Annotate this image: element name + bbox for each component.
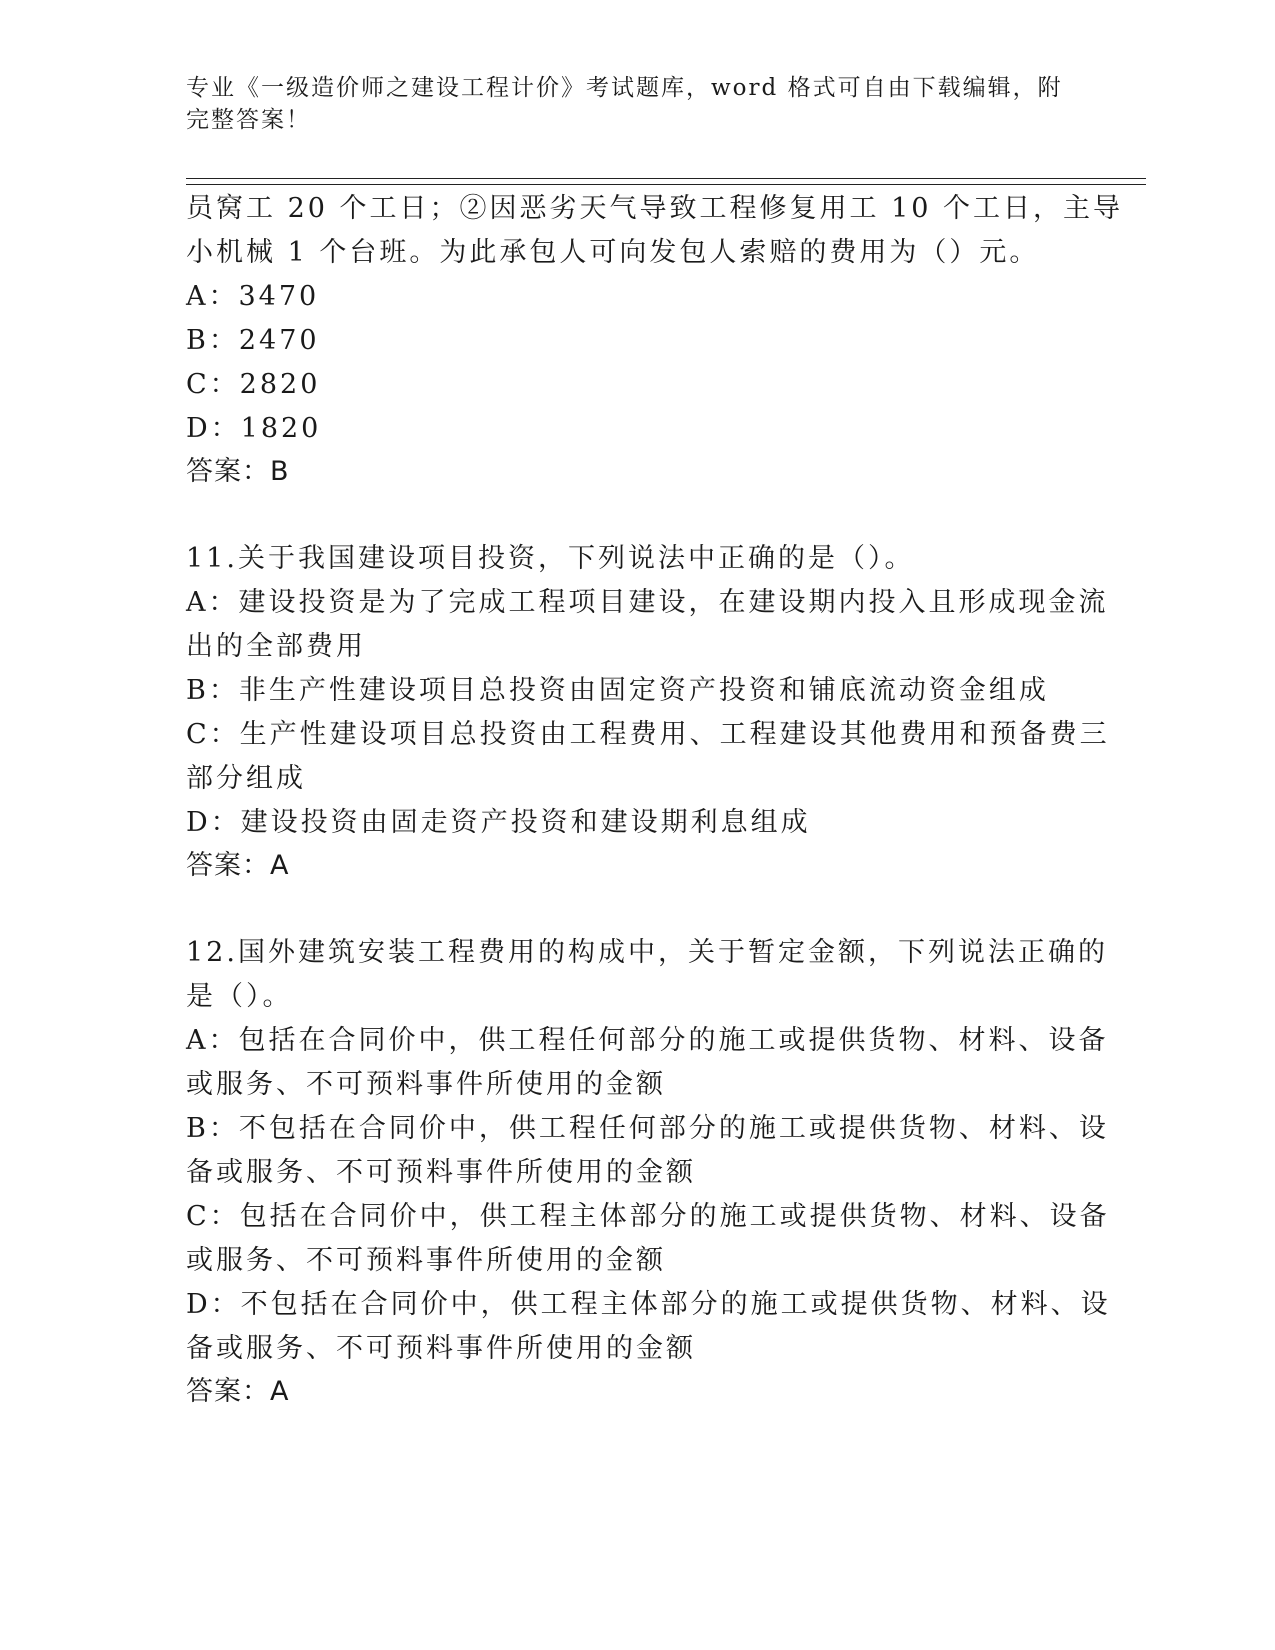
q12-stem-line2: 是（）。 [186,981,293,1012]
q12-option-c-line2: 或服务、不可预料事件所使用的金额 [186,1245,666,1276]
q10-stem-line1: 员窝工 20 个工日；②因恶劣天气导致工程修复用工 10 个工日，主导 [186,193,1124,224]
q10-option-d: D：1820 [186,413,322,444]
q11-answer: 答案：A [186,850,290,881]
header-divider-bottom [186,184,1146,185]
q10-option-a: A：3470 [186,281,320,312]
q10-option-b: B：2470 [186,325,320,356]
q11-option-a-line1: A：建设投资是为了完成工程项目建设，在建设期内投入且形成现金流 [186,587,1109,618]
q12-stem-line1: 12.国外建筑安装工程费用的构成中，关于暂定金额，下列说法正确的 [186,937,1108,968]
q12-option-c-line1: C：包括在合同价中，供工程主体部分的施工或提供货物、材料、设备 [186,1201,1110,1232]
q11-option-b: B：非生产性建设项目总投资由固定资产投资和铺底流动资金组成 [186,675,1049,706]
q11-option-d: D：建设投资由固走资产投资和建设期利息组成 [186,807,811,838]
q10-stem-line2: 小机械 1 个台班。为此承包人可向发包人索赔的费用为（）元。 [186,237,1040,268]
q11-option-c-line1: C：生产性建设项目总投资由工程费用、工程建设其他费用和预备费三 [186,719,1110,750]
q11-stem: 11.关于我国建设项目投资，下列说法中正确的是（）。 [186,543,915,574]
q12-option-b-line1: B：不包括在合同价中，供工程任何部分的施工或提供货物、材料、设 [186,1113,1109,1144]
q12-option-d-line1: D：不包括在合同价中，供工程主体部分的施工或提供货物、材料、设 [186,1289,1111,1320]
q11-option-a-line2: 出的全部费用 [186,631,366,662]
q10-option-c: C：2820 [186,369,321,400]
q10-answer: 答案：B [186,456,290,487]
q12-option-a-line1: A：包括在合同价中，供工程任何部分的施工或提供货物、材料、设备 [186,1025,1109,1056]
document-header: 专业《一级造价师之建设工程计价》考试题库，word 格式可自由下载编辑，附完整答案！ [186,75,1063,133]
q12-option-a-line2: 或服务、不可预料事件所使用的金额 [186,1069,666,1100]
header-divider-top [186,178,1146,179]
q12-answer: 答案：A [186,1376,290,1407]
q12-option-b-line2: 备或服务、不可预料事件所使用的金额 [186,1157,696,1188]
q11-option-c-line2: 部分组成 [186,763,306,794]
q12-option-d-line2: 备或服务、不可预料事件所使用的金额 [186,1333,696,1364]
